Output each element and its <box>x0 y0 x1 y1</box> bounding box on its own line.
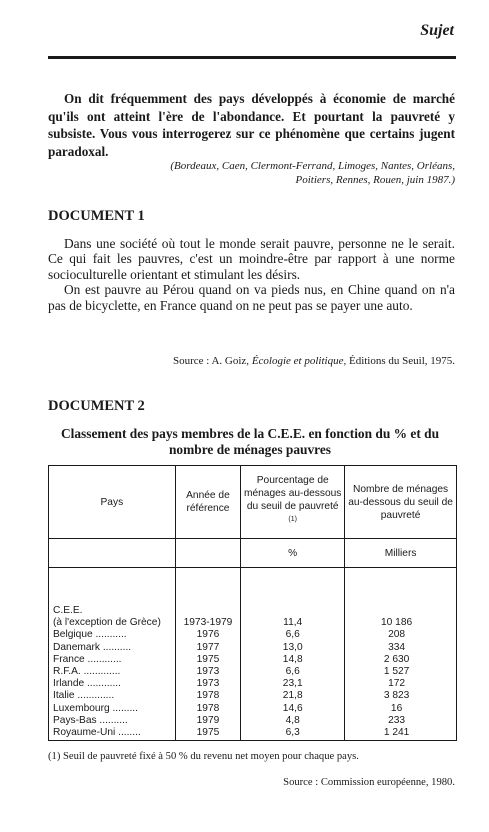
table-cell-annee <box>176 605 241 617</box>
table-cell-nombre: 233 <box>388 714 406 726</box>
table-cell-nombre: 208 <box>388 629 406 641</box>
table-cell-nombre: 172 <box>388 678 406 690</box>
subject-statement: On dit fréquemment des pays développés à économie de marché qu'ils ont atteint l'ère de l'abondance. Et pourtant la pauvreté y subsiste. Vous vous interrogerez sur ce phénomène que certains jugent paradoxal. <box>48 91 455 159</box>
table-cell-pays: Luxembourg ......... <box>53 702 138 714</box>
document1-title: DOCUMENT 1 <box>48 208 145 224</box>
table-cell-nombre: 3 823 <box>383 690 410 702</box>
document1-body <box>48 236 455 313</box>
column-header-annee: Année de référence <box>175 466 241 539</box>
table-cell-nombre: 2 630 <box>383 653 410 665</box>
unit-pourcentage: % <box>241 539 345 568</box>
table-cell-pays: France ............ <box>53 653 122 665</box>
table-cell-annee: 1975 <box>196 653 220 665</box>
table-cell-pays: Belgique ........... <box>53 629 127 641</box>
table-cell-nombre: 10 186 <box>381 617 413 629</box>
table-cell-nombre: 1 241 <box>383 727 410 739</box>
table-cell-pays: Irlande ............ <box>53 678 121 690</box>
table-cell-pourcentage: 23,1 <box>282 678 303 690</box>
column-header-pays: Pays <box>49 466 176 539</box>
document1-paragraph-1: Dans une société où tout le monde serait pauvre, personne ne le serait. Ce qui fait les pauvres, c'est un moindre-être par rapport à une norme socioculturelle orientant et stimulant les désirs. <box>48 236 455 282</box>
document2-title: DOCUMENT 2 <box>48 398 145 414</box>
units-row <box>49 539 457 568</box>
poverty-table <box>48 465 457 741</box>
table-cell-nombre <box>345 605 456 617</box>
table-cell-pays: (à l'exception de Grèce) <box>53 617 161 629</box>
table-cell-pourcentage: 13,0 <box>282 641 303 653</box>
nombre-column <box>345 568 457 741</box>
pays-column <box>49 568 176 741</box>
unit-nombre: Milliers <box>345 539 457 568</box>
page-header-sujet: Sujet <box>420 22 454 39</box>
subject-source: (Bordeaux, Caen, Clermont-Ferrand, Limoges, Nantes, Orléans, Poitiers, Rennes, Rouen, juin 1987.) <box>170 160 455 186</box>
table-cell-annee: 1977 <box>196 641 220 653</box>
document1-source-prefix: Source : A. Goiz, <box>172 355 252 367</box>
table-cell-pays: R.F.A. ............. <box>53 666 121 678</box>
table-cell-pourcentage: 14,6 <box>282 702 303 714</box>
table-cell-annee: 1973 <box>196 678 220 690</box>
document1-paragraph-2: On est pauvre au Pérou quand on va pieds nus, en Chine quand on n'a pas de bicyclette, en France quand on ne peut pas se payer une auto. <box>48 282 455 313</box>
table-cell-nombre: 1 527 <box>383 666 410 678</box>
table-cell-pourcentage <box>241 605 344 617</box>
table-cell-annee: 1973-1979 <box>183 617 233 629</box>
table-cell-annee: 1978 <box>196 690 220 702</box>
column-header-nombre: Nombre de ménages au-dessous du seuil de pauvreté <box>345 466 457 539</box>
table-cell-pourcentage: 21,8 <box>282 690 303 702</box>
table-cell-annee: 1975 <box>196 727 220 739</box>
annee-column <box>175 568 241 741</box>
table-cell-annee: 1978 <box>196 702 220 714</box>
table-cell-pays: Pays-Bas .......... <box>53 714 128 726</box>
document2-caption: Classement des pays membres de la C.E.E. en fonction du % et du nombre de ménages pauvres <box>60 426 440 457</box>
table-cell-pays: Italie ............. <box>53 690 115 702</box>
table-source: Source : Commission européenne, 1980. <box>283 777 455 788</box>
pourcentage-column <box>241 568 345 741</box>
units-cell-empty <box>49 539 176 568</box>
table-data-row <box>49 568 457 741</box>
table-cell-pays: Royaume-Uni ........ <box>53 727 141 739</box>
column-header-pourcentage-text: Pourcentage de ménages au-dessous du seuil de pauvreté <box>243 475 342 513</box>
document1-source-work: Écologie et politique, <box>251 355 347 367</box>
table-cell-annee: 1973 <box>196 666 220 678</box>
header-rule <box>48 56 456 59</box>
table-cell-pays: C.E.E. <box>53 605 83 616</box>
document1-source-suffix: Éditions du Seuil, 1975. <box>346 355 455 367</box>
table-cell-pourcentage: 14,8 <box>282 653 303 665</box>
table-cell-pourcentage: 6,3 <box>285 727 300 739</box>
table-cell-nombre: 16 <box>390 702 403 714</box>
table-cell-pays: Danemark .......... <box>53 641 132 653</box>
table-header-row <box>49 466 457 539</box>
units-cell-empty <box>175 539 241 568</box>
table-cell-annee: 1976 <box>196 629 220 641</box>
table-cell-annee: 1979 <box>196 714 220 726</box>
table-cell-pourcentage: 11,4 <box>283 617 303 629</box>
table-cell-nombre: 334 <box>388 641 406 653</box>
table-cell-pourcentage: 4,8 <box>285 714 300 726</box>
document1-source <box>130 355 455 367</box>
footnote-marker: (1) <box>288 516 297 524</box>
column-header-pourcentage <box>241 466 345 539</box>
table-cell-pourcentage: 6,6 <box>285 629 300 641</box>
table-cell-pourcentage: 6,6 <box>285 666 300 678</box>
table-footnote: (1) Seuil de pauvreté fixé à 50 % du revenu net moyen pour chaque pays. <box>48 751 359 762</box>
